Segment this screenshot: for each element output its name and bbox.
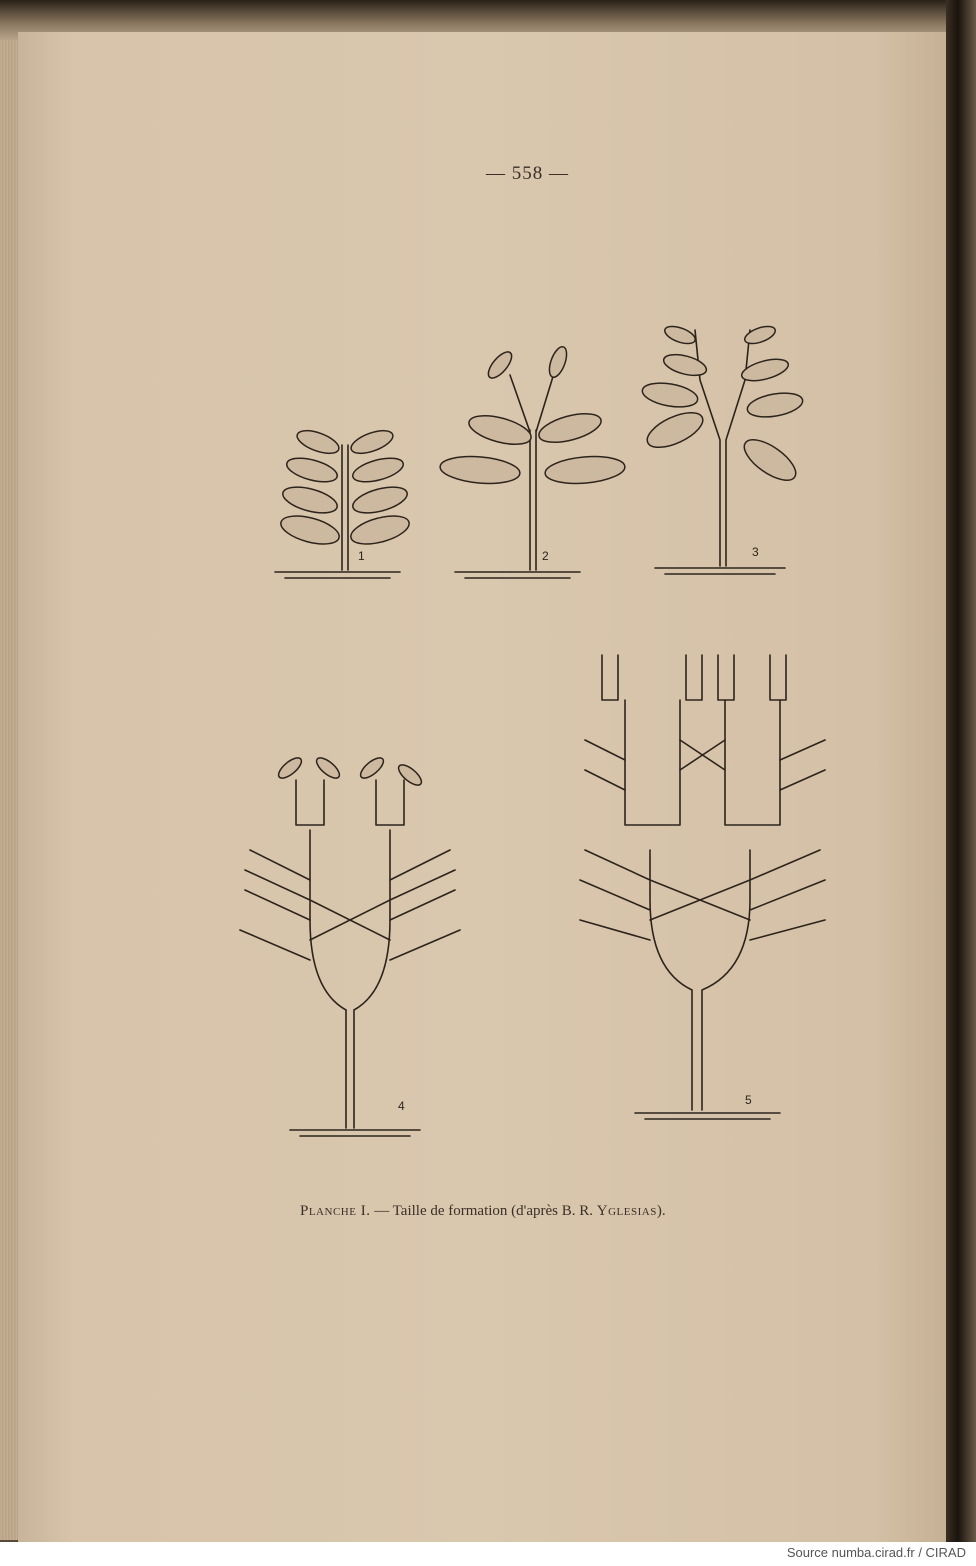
plant-2-drawing	[439, 345, 626, 578]
figure-label-2: 2	[542, 549, 549, 563]
caption-text: — Taille de formation (d'après B. R.	[370, 1203, 597, 1219]
figure-label-1: 1	[358, 549, 365, 563]
caption-suffix: ).	[656, 1203, 666, 1219]
caption-plate-label: Planche I.	[300, 1203, 371, 1219]
page-number: — 558 —	[486, 163, 569, 184]
figure-label-5: 5	[745, 1093, 752, 1107]
caption-author: Yglesias	[596, 1203, 657, 1219]
figure-label-3: 3	[752, 545, 759, 559]
plate-drawings	[230, 320, 850, 1160]
plant-3-drawing	[641, 323, 805, 574]
source-credit: Source numba.cirad.fr / CIRAD	[786, 1545, 966, 1560]
book-spine	[946, 0, 976, 1566]
figure-caption	[300, 1203, 666, 1220]
plant-1-drawing	[275, 426, 412, 578]
plant-5-drawing	[580, 655, 825, 1119]
plant-4-drawing	[240, 754, 460, 1136]
plate-figure	[230, 320, 850, 1160]
figure-label-4: 4	[398, 1099, 405, 1113]
